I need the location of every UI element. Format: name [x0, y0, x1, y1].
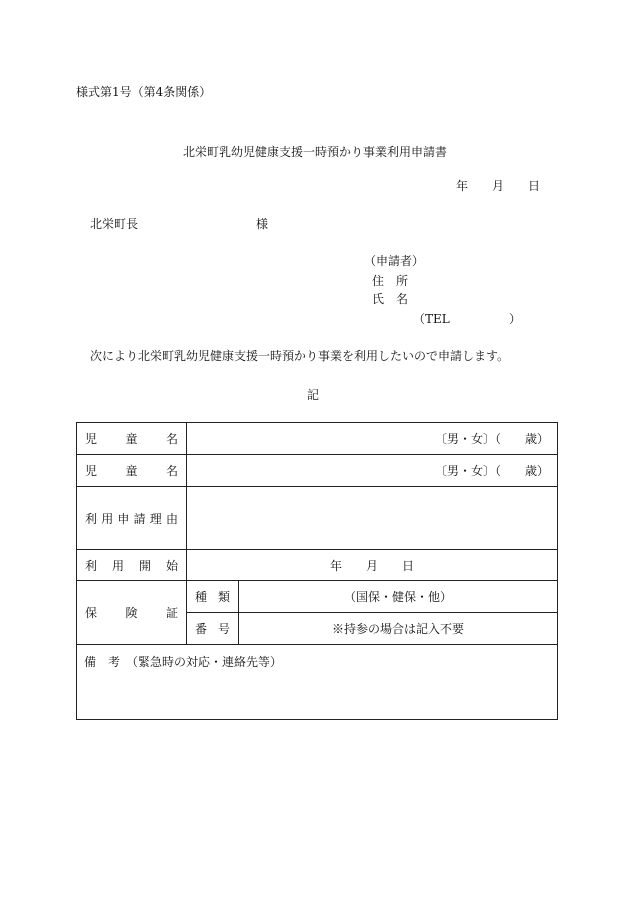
document-title: 北栄町乳幼児健康支援一時預かり事業利用申請書 [182, 145, 447, 159]
addressee-honorific: 様 [256, 217, 269, 231]
table-row [77, 423, 558, 455]
insurance-type-label: 種類 [187, 581, 239, 613]
child1-value: 〔男・女〕（ 歳） [187, 423, 558, 455]
reason-value [187, 487, 558, 550]
table-row [77, 645, 558, 720]
insurance-type-value: （国保・健保・他） [239, 581, 558, 613]
ki-heading: 記 [307, 388, 320, 402]
form-number: 様式第1号（第4条関係） [76, 85, 212, 99]
table-row [77, 581, 558, 613]
applicant-tel-label: （TEL [413, 312, 450, 326]
table-row [77, 487, 558, 550]
remarks-cell: 備 考 （緊急時の対応・連絡先等） [77, 645, 558, 720]
applicant-heading: （申請者） [364, 254, 425, 268]
date-line: 年 月 日 [456, 179, 541, 193]
child2-label: 児 童 名 [77, 455, 187, 487]
insurance-number-label: 番号 [187, 613, 239, 645]
reason-label: 利用申請理由 [77, 487, 187, 550]
start-label: 利用開始 [77, 550, 187, 581]
body-text: 次により北栄町乳幼児健康支援一時預かり事業を利用したいので申請します。 [90, 349, 510, 363]
insurance-number-value: ※持参の場合は記入不要 [239, 613, 558, 645]
application-table [76, 422, 558, 720]
table-row [77, 455, 558, 487]
applicant-tel-close: ） [509, 312, 522, 326]
applicant-address-label: 住 所 [372, 274, 409, 288]
table-row [77, 550, 558, 581]
start-value: 年 月 日 [187, 550, 558, 581]
child2-value: 〔男・女〕（ 歳） [187, 455, 558, 487]
addressee-name: 北栄町長 [90, 217, 139, 231]
applicant-name-label: 氏 名 [372, 292, 409, 306]
insurance-label: 保険証 [77, 581, 187, 645]
child1-label: 児 童 名 [77, 423, 187, 455]
